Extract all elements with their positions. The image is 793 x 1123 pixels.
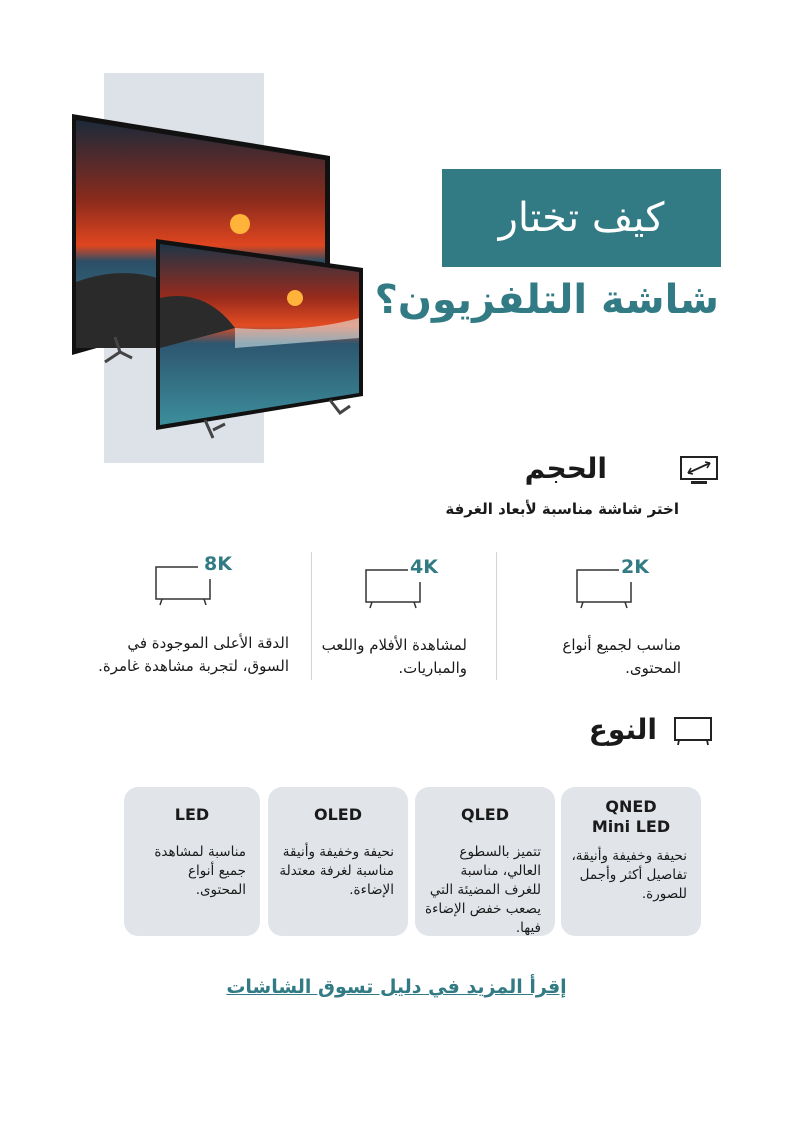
size-section-title <box>525 452 607 485</box>
card-description: مناسبة لمشاهدة جميع أنواع المحتوى. <box>154 844 246 898</box>
tv-type-card-oled <box>268 787 408 936</box>
read-more-link[interactable]: إقرأ المزيد في دليل تسوق الشاشات <box>226 976 567 998</box>
divider <box>496 552 497 680</box>
resolution-desc-4k: لمشاهدة الأفلام واللعب والمباريات. <box>321 636 467 677</box>
card-description: نحيفة وخفيفة وأنيقة مناسبة لغرفة معتدلة الإضاءة. <box>279 844 394 898</box>
type-section-title-text: النوع <box>588 713 657 746</box>
card-title: OLED <box>313 805 362 824</box>
card-description: تتميز بالسطوع العالي، مناسبة للغرف المضيئة التي يصعب خفض الإضاءة فيها. <box>425 844 541 936</box>
tv-icon <box>673 716 713 748</box>
small-tv-image <box>155 238 365 443</box>
resolution-desc-2k: مناسب لجميع أنواع المحتوى. <box>562 636 681 677</box>
tv-outline-icon <box>154 565 214 607</box>
resize-monitor-icon <box>679 455 719 487</box>
size-section-subtitle: اختر شاشة مناسبة لأبعاد الغرفة <box>445 500 679 518</box>
type-section-title <box>589 713 657 746</box>
resolution-desc-8k: الدقة الأعلى الموجودة في السوق، لتجربة مشاهدة غامرة. <box>98 634 289 675</box>
card-title <box>561 797 701 837</box>
card-title-line2: Mini LED <box>591 817 671 836</box>
resolution-label-8k: 8K <box>204 553 232 575</box>
resolution-label-2k: 2K <box>621 556 649 578</box>
card-title: QLED <box>460 805 509 824</box>
size-section-title-text: الحجم <box>524 452 607 485</box>
tv-outline-icon <box>364 568 424 610</box>
card-title: LED <box>174 805 210 824</box>
page-title-line2: شاشة التلفزيون؟ <box>374 277 719 323</box>
resolution-label-4k: 4K <box>410 556 438 578</box>
card-description: نحيفة وخفيفة وأنيقة، تفاصيل أكثر وأجمل للصورة. <box>571 848 687 902</box>
tv-type-card-qled <box>415 787 555 936</box>
tv-outline-icon <box>575 568 635 610</box>
tv-type-card-qned <box>561 787 701 936</box>
tv-type-card-led <box>124 787 260 936</box>
divider <box>311 552 312 680</box>
page-title-line1: كيف تختار <box>442 169 721 267</box>
card-title-line1: QNED <box>605 797 657 816</box>
